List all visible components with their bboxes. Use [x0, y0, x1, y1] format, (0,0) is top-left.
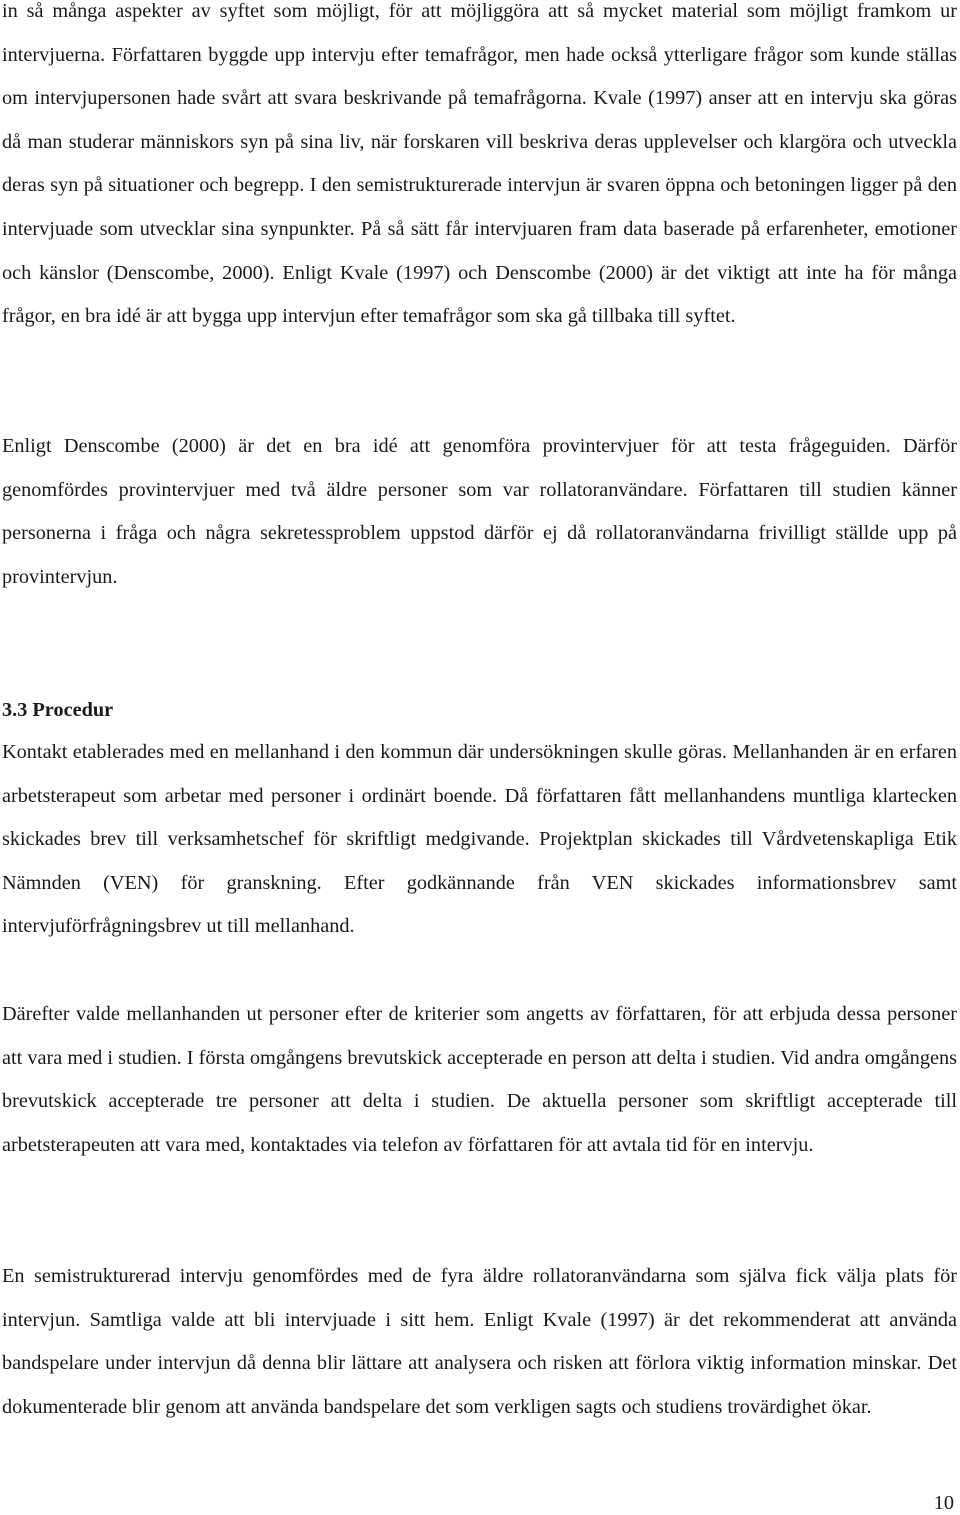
section-heading: 3.3 Procedur: [2, 699, 114, 721]
body-paragraph: Enligt Denscombe (2000) är det en bra idé att genomföra provintervjuer för att testa frågeguiden. Därför genomfördes provintervjuer med två äldre personer som var rollatoranvändare. Författaren till studien känner personerna i fråga och några sekretessproblem uppstod därför ej då rollatoranvändarna frivilligt ställde upp på provintervjun.: [2, 435, 957, 588]
body-paragraph: in så många aspekter av syftet som möjligt, för att möjliggöra att så mycket material som möjligt framkom ur intervjuerna. Författaren byggde upp intervju efter temafrågor, men hade också ytterligare frågor som kunde ställas om intervjupersonen hade svårt att svara beskrivande på temafrågorna. Kvale (1997) anser att en intervju ska göras då man studerar människors syn på sina liv, när forskaren vill beskriva deras upplevelser och klargöra och utveckla deras syn på situationer och begrepp. I den semistrukturerade intervjun är svaren öppna och betoningen ligger på den intervjuade som utvecklar sina synpunkter. På så sätt får intervjuaren fram data baserade på erfarenheter, emotioner och känslor (Denscombe, 2000). Enligt Kvale (1997) och Denscombe (2000) är det viktigt att inte ha för många frågor, en bra idé är att bygga upp intervjun efter temafrågor som ska gå tillbaka till syftet.: [2, 0, 957, 328]
body-paragraph: Därefter valde mellanhanden ut personer efter de kriterier som angetts av författaren, för att erbjuda dessa personer att vara med i studien. I första omgångens brevutskick accepterade en person att delta i studien. Vid andra omgångens brevutskick accepterade tre personer att delta i studien. De aktuella personer som skriftligt accepterade till arbetsterapeuten att vara med, kontaktades via telefon av författaren för att avtala tid för en intervju.: [2, 1003, 957, 1156]
body-paragraph: En semistrukturerad intervju genomfördes med de fyra äldre rollatoranvändarna som själva fick välja plats för intervjun. Samtliga valde att bli intervjuade i sitt hem. Enligt Kvale (1997) är det rekommenderat att använda bandspelare under intervjun då denna blir lättare att analysera och risken att förlora viktig information minskar. Det dokumenterade blir genom att använda bandspelare det som verkligen sagts och studiens trovärdighet ökar.: [2, 1265, 957, 1418]
page-number: 10: [933, 1492, 954, 1514]
body-paragraph: Kontakt etablerades med en mellanhand i den kommun där undersökningen skulle göras. Mellanhanden är en erfaren arbetsterapeut som arbetar med personer i ordinärt boende. Då författaren fått mellanhandens muntliga klartecken skickades brev till verksamhetschef för skriftligt medgivande. Projektplan skickades till Vårdvetenskapliga Etik Nämnden (VEN) för granskning. Efter godkännande från VEN skickades informationsbrev samt intervjuförfrågningsbrev ut till mellanhand.: [2, 741, 957, 938]
